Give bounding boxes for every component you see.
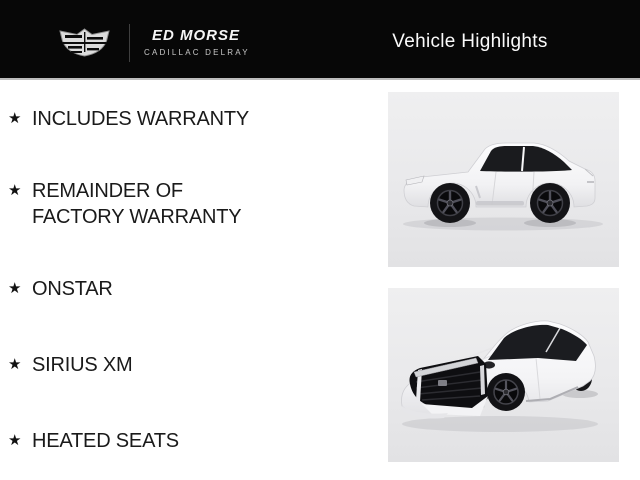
car-side-view-illustration (388, 92, 619, 267)
page-title: Vehicle Highlights (392, 31, 548, 52)
feature-item-heated-seats (8, 428, 328, 454)
feature-label: HEATED SEATS (32, 430, 179, 452)
vehicle-photo-side-view (388, 92, 619, 267)
star-bullet-icon: ★ (8, 110, 22, 127)
car-front-quarter-illustration (388, 288, 619, 462)
feature-label: REMAINDER OF FACTORY WARRANTY (32, 180, 242, 228)
dealer-logo-text (144, 27, 248, 57)
feature-item-onstar (8, 276, 328, 302)
star-bullet-icon: ★ (8, 182, 22, 199)
star-bullet-icon: ★ (8, 356, 22, 373)
cadillac-crest-icon (57, 27, 112, 57)
star-bullet-icon: ★ (8, 432, 22, 449)
feature-label: ONSTAR (32, 278, 113, 300)
feature-item-includes-warranty (8, 106, 328, 132)
header-divider (129, 24, 130, 62)
feature-item-remainder-factory-warranty (8, 178, 328, 230)
dealer-location: CADILLAC DELRAY (144, 48, 250, 57)
dealer-name: ED MORSE (151, 27, 240, 44)
vehicle-photo-front-quarter-view (388, 288, 619, 462)
feature-item-sirius-xm (8, 352, 328, 378)
feature-label: INCLUDES WARRANTY (32, 108, 249, 130)
star-bullet-icon: ★ (8, 280, 22, 297)
feature-label: SIRIUS XM (32, 354, 133, 376)
header-bar (0, 0, 640, 80)
